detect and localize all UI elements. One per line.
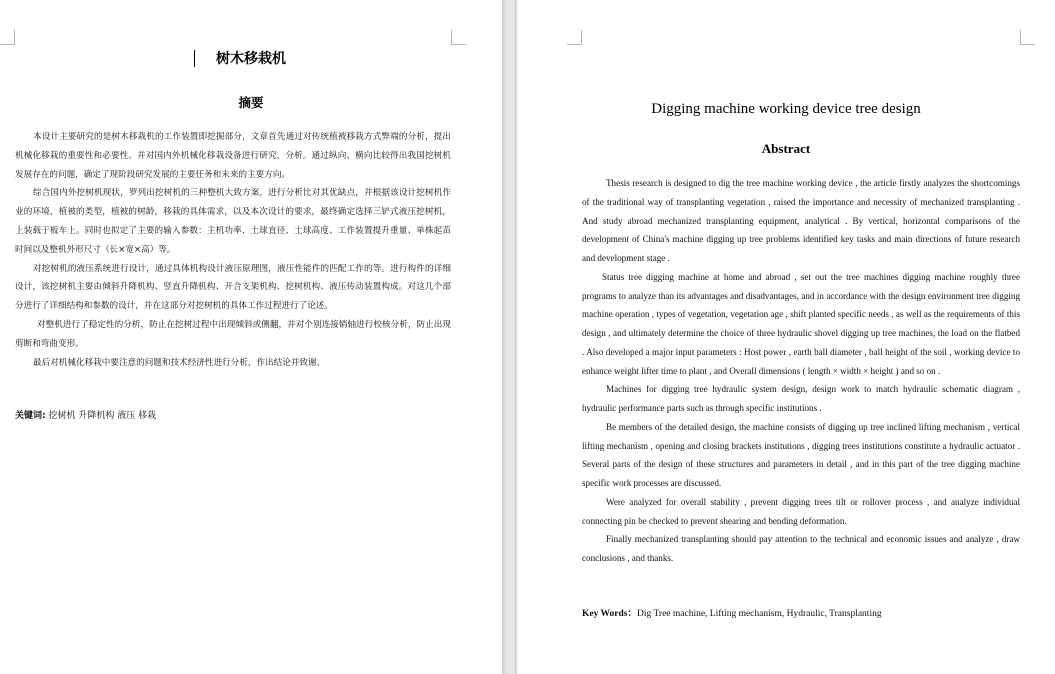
abstract-paragraph[interactable]: Thesis research is designed to dig the tree machine working device , the article firstly analyzes the shortcomings of the traditional way of transplanting vegetation , raised the importance and necessity of mechanized transplanting . And study abroad mechanized transplanting equipment, analytical . By vertical, horizontal comparisons of the development of China's machine digging up tree problems identified key tasks and main directions of future research and development stage . [582,178,1020,263]
margin-crop-mark-top-left [0,30,15,45]
abstract-heading[interactable]: Abstract [761,141,811,156]
abstract-paragraph[interactable]: 对整机进行了稳定性的分析，防止在挖树过程中出现倾斜或侧翻，并对个别连接销轴进行校核分析，防止出现剪断和弯曲变形。 [15,319,451,349]
abstract-body[interactable] [15,128,451,372]
page-title[interactable]: 树木移栽机 [216,51,286,67]
abstract-paragraph[interactable]: Were analyzed for overall stability , prevent digging trees tilt or rollover process , and analyze individual connecting pin be checked to prevent shearing and bending deformation. [582,496,1020,526]
abstract-paragraph[interactable]: Status tree digging machine at home and abroad , set out the tree machines digging machine roughly three programs to analyze than its advantages and disadvantages, and in accordance with the design environment tree digging machine operation , types of vegetation, vegetation age , shift planted specific needs , as well as the requirements of this design , and ultimately determine the choice of three hydraulic shovel digging up tree machines, the load on the flatbed . Also developed a major input parameters : Host power , earth ball diameter , ball height of the soil , working device to enhance weight lifter time to plant , and Overall dimensions ( length × width × height ) and so on . [582,271,1020,376]
keywords-text: Dig Tree machine, Lifting mechanism, Hydraulic, Transplanting [636,609,882,619]
abstract-body[interactable] [582,174,1020,568]
abstract-paragraph[interactable]: 最后对机械化移栽中要注意的问题和技术经济性进行分析，作出结论并致谢。 [33,357,326,368]
page-shadow [502,0,506,674]
abstract-paragraph[interactable]: 本设计主要研究的是树木移栽机的工作装置即挖掘部分，文章首先通过对传统植被移栽方式弊端的分析，提出机械化移栽的重要性和必要性。并对国内外机械化移栽设备进行研究，分析。通过纵向、横向比较得出我国挖树机发展存在的问题，确定了现阶段研究发展的主要任务和未来的主要方向。 [15,132,451,180]
keywords-label: Key Words： [582,609,637,619]
abstract-paragraph[interactable]: 综合国内外挖树机现状，罗列出挖树机的三种整机大致方案，进行分析比对其优缺点，并根据该设计挖树机作业的环境，植被的类型，植被的树龄，移栽的具体需求，以及本次设计的要求，最终确定选择三铲式液压挖树机，上装载于板车上。同时也拟定了主要的输入参数：主机功率、土球直径、土球高度、工作装置提升重量、单株起苗时间以及整机外形尺寸（长×宽×高）等。 [15,188,451,255]
keywords-label: 关键词: [15,411,46,421]
margin-crop-mark-top-right [451,30,466,45]
abstract-paragraph[interactable]: Finally mechanized transplanting should pay attention to the technical and economic issues and analyze , draw conclusions , and thanks. [582,534,1020,563]
keywords-line[interactable] [15,408,156,421]
margin-crop-mark-top-right [1020,30,1035,45]
page-title[interactable]: Digging machine working device tree design [651,101,921,117]
abstract-heading[interactable]: 摘要 [238,95,264,110]
abstract-paragraph[interactable]: 对挖树机的液压系统进行设计，通过具体机构设计液压原理图，液压性能件的匹配工作的等。进行构件的详细设计，该挖树机主要由倾斜升降机构、竖直升降机构、开合支架机构、挖树机构、液压传动装置构成。对这几个部分进行了详细结构和参数的设计，并在这部分对挖树机的具体工作过程进行了论述。 [15,263,451,312]
keywords-text: 挖树机 升降机构 液压 移栽 [48,411,157,421]
margin-crop-mark-top-left [567,30,582,45]
document-page-right [517,0,1055,674]
abstract-paragraph[interactable]: Machines for digging tree hydraulic system design, design work to match hydraulic schematic diagram , hydraulic performance parts such as through specific institutions . [582,384,1020,413]
keywords-line[interactable] [582,605,882,619]
document-page-left [0,0,502,674]
abstract-paragraph[interactable]: Be members of the detailed design, the machine consists of digging up tree inclined lifting mechanism , vertical lifting mechanism , opening and closing brackets institutions , digging trees institutions constitute a hydraulic actuator . Several parts of the design of these structures and parameters in detail , and in this part of the tree digging machine specific work processes are discussed. [582,421,1020,488]
